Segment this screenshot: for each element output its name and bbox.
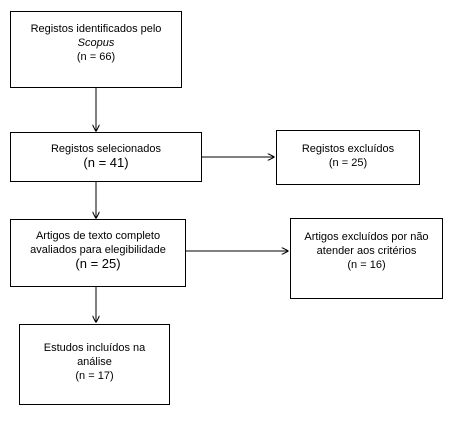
included-box <box>19 324 170 405</box>
fulltext-excluded-box <box>290 218 443 299</box>
identified-line1: Registos identificados pelo <box>30 23 162 35</box>
excluded-box <box>276 130 420 185</box>
included-line2: análise <box>77 356 112 368</box>
excluded-count: (n = 25) <box>328 157 368 169</box>
fulltext-box <box>10 219 186 287</box>
identified-box <box>10 11 182 88</box>
fulltext-excluded-count: (n = 16) <box>347 259 386 271</box>
selected-line1: Registos selecionados <box>50 143 162 155</box>
fulltext-excluded-line1: Artigos excluídos por não <box>304 231 429 243</box>
selected-count: (n = 41) <box>83 155 129 170</box>
included-line1: Estudos incluídos na <box>43 342 146 354</box>
included-count: (n = 17) <box>75 370 114 382</box>
fulltext-count: (n = 25) <box>75 256 121 271</box>
excluded-line1: Registos excluídos <box>301 143 395 155</box>
fulltext-line1: Artigos de texto completo <box>35 230 161 242</box>
identified-source: Scopus <box>77 37 115 49</box>
fulltext-line2: avaliados para elegibilidade <box>30 244 166 256</box>
identified-count: (n = 66) <box>76 51 116 63</box>
selected-box <box>10 132 202 182</box>
fulltext-excluded-line2: atender aos critérios <box>316 245 417 257</box>
